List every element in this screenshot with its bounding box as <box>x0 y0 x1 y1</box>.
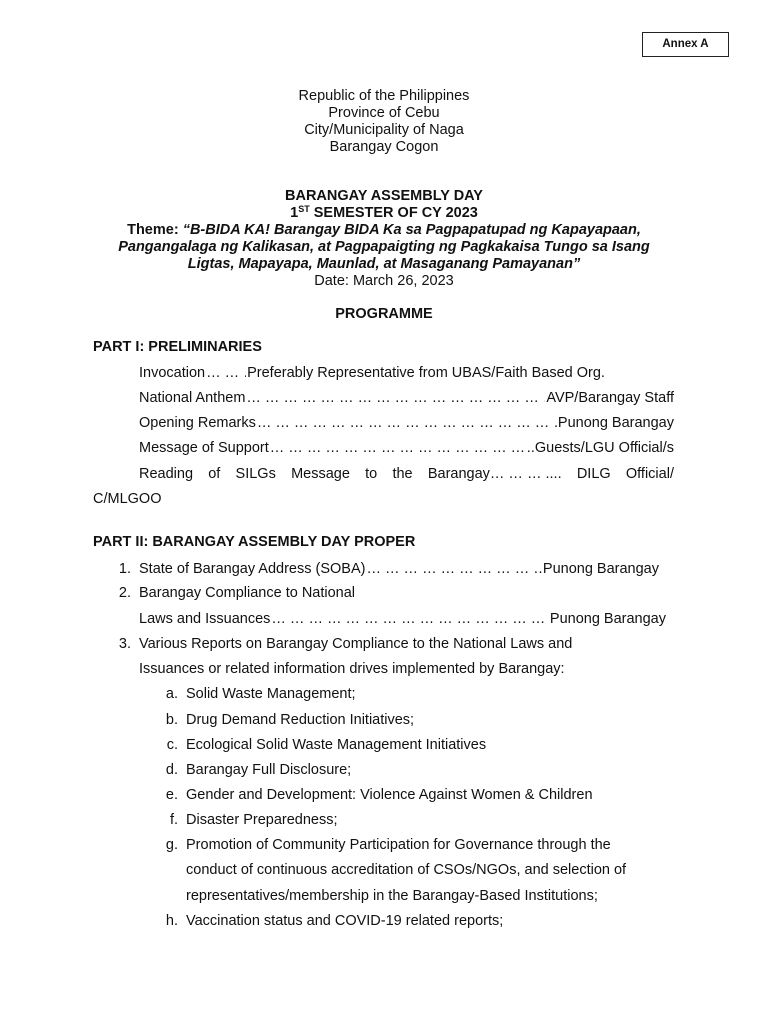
subitem-text: Drug Demand Reduction Initiatives; <box>186 712 415 728</box>
reading-word: Reading <box>139 466 194 482</box>
subitem-letter: d. <box>165 762 178 778</box>
subitem-letter: c. <box>166 737 178 753</box>
header-barangay: Barangay Cogon <box>329 139 439 155</box>
reading-word: DILG <box>576 466 611 482</box>
program-item-label: Invocation <box>139 365 206 381</box>
semester-number: 1 <box>290 205 299 221</box>
reading-word-barangay: Barangay <box>427 466 490 482</box>
reading-word: of <box>208 466 221 482</box>
theme-label: Theme: <box>127 222 179 238</box>
subitem-letter: e. <box>165 787 178 803</box>
program-item-responsible: Punong Barangay <box>557 415 674 431</box>
part2-heading: PART II: BARANGAY ASSEMBLY DAY PROPER <box>93 534 416 550</box>
theme-line-1 <box>0 222 768 239</box>
reading-word: SILGs <box>235 466 276 482</box>
item-number: 2. <box>118 585 131 601</box>
header-city: City/Municipality of Naga <box>304 122 464 138</box>
program-item-responsible: Punong Barangay <box>542 561 659 577</box>
program-item-reading <box>139 466 674 483</box>
program-item-responsible: AVP/Barangay Staff <box>546 390 674 406</box>
subitem-letter: b. <box>165 712 178 728</box>
reading-word: the <box>392 466 413 482</box>
program-item-label: Laws and Issuances <box>139 611 271 627</box>
subitem-letter: h. <box>165 913 178 929</box>
subitem-text: Ecological Solid Waste Management Initiatives <box>186 737 487 753</box>
annex-label: Annex A <box>642 32 729 57</box>
program-item-label: State of Barangay Address (SOBA) <box>139 561 366 577</box>
document-title: BARANGAY ASSEMBLY DAY <box>285 188 483 204</box>
part1-heading: PART I: PRELIMINARIES <box>93 339 262 355</box>
program-item <box>139 440 674 457</box>
program-item-responsible: Preferably Representative from UBAS/Faith Based Org. <box>247 365 605 381</box>
subitem-text: Solid Waste Management; <box>186 686 356 702</box>
subitem-letter: g. <box>165 837 178 853</box>
program-item-label: Opening Remarks <box>139 415 256 431</box>
subitem-letter: f. <box>169 812 178 828</box>
reading-word: Message <box>291 466 350 482</box>
program-item-compliance-line1: Barangay Compliance to National <box>139 585 356 601</box>
subitem-letter: a. <box>165 686 178 702</box>
theme-text-1: “B-BIDA KA! Barangay BIDA Ka sa Pagpapatupad ng Kapayapaan, <box>178 222 641 238</box>
reading-word: Barangay… … … .... <box>427 466 562 482</box>
program-item-responsible: ..Guests/LGU Official/s <box>526 440 674 456</box>
subitem-text: Disaster Preparedness; <box>186 812 338 828</box>
program-item <box>139 415 674 432</box>
subitem-text: Gender and Development: Violence Against Women & Children <box>186 787 593 803</box>
item3-line2: Issuances or related information drives implemented by Barangay: <box>139 661 565 677</box>
header-republic: Republic of the Philippines <box>298 88 470 104</box>
event-date: Date: March 26, 2023 <box>314 273 454 289</box>
programme-heading: PROGRAMME <box>335 306 433 322</box>
subitem-text: Barangay Full Disclosure; <box>186 762 352 778</box>
theme-line-3: Ligtas, Mapayapa, Maunlad, at Masaganang Pamayanan” <box>187 256 581 272</box>
program-item <box>139 365 674 382</box>
program-item-label: National Anthem <box>139 390 246 406</box>
reading-word: to <box>365 466 378 482</box>
semester-superscript: ST <box>298 204 310 214</box>
reading-continuation: C/MLGOO <box>93 491 162 507</box>
subitem-g-line3: representatives/membership in the Barangay-Based Institutions; <box>186 888 598 904</box>
theme-line-2: Pangangalaga ng Kalikasan, at Pagpapaigting ng Pagkakaisa Tungo sa Isang <box>118 239 650 255</box>
program-item-soba <box>139 561 659 578</box>
program-item <box>139 390 674 407</box>
item-number: 1. <box>118 561 131 577</box>
semester-line <box>0 205 768 222</box>
subitem-text: Promotion of Community Participation for Governance through the <box>186 837 611 853</box>
subitem-g-line2: conduct of continuous accreditation of CSOs/NGOs, and selection of <box>186 862 627 878</box>
item-number: 3. <box>118 636 131 652</box>
program-item-responsible: Punong Barangay <box>549 611 666 627</box>
reading-word: Official/ <box>625 466 674 482</box>
program-item-compliance <box>139 611 666 628</box>
semester-text: SEMESTER OF CY 2023 <box>309 205 478 221</box>
header-province: Province of Cebu <box>328 105 440 121</box>
program-item-label: Message of Support <box>139 440 269 456</box>
item3-line1: Various Reports on Barangay Compliance to the National Laws and <box>139 636 573 652</box>
subitem-text: Vaccination status and COVID-19 related reports; <box>186 913 504 929</box>
